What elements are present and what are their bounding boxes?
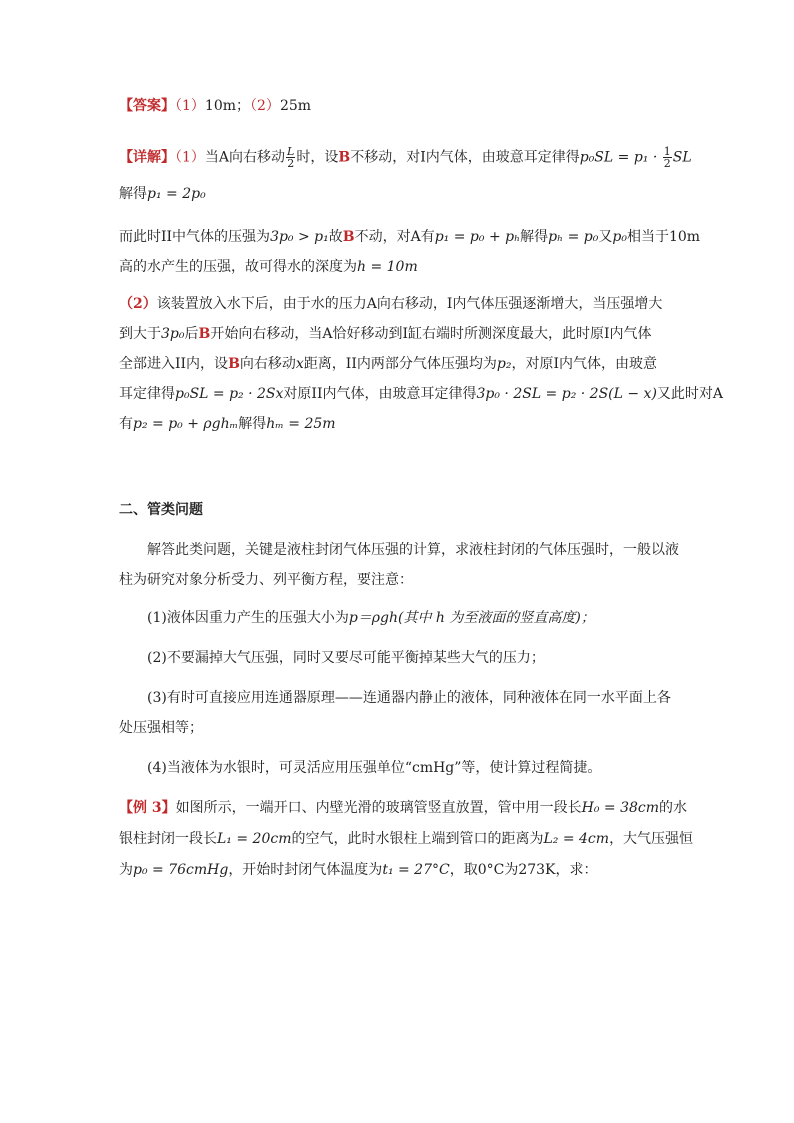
text-span: 时，设 [296,149,339,166]
detail-line-8 [119,384,724,404]
text-span: 不动，对A有 [354,229,435,245]
detail-line-3 [119,227,701,247]
answer-part2-value: 25m [279,98,312,114]
detail-tag: 【详解】 [119,149,175,166]
example-line-3 [119,860,679,880]
detail-line-6 [119,324,679,344]
section-item-3b: 处压强相等； [119,720,203,736]
answer-part1-label: （1） [175,98,205,114]
answer-separator: ； [236,98,251,114]
equation: t₁ = 27°C [382,862,450,878]
equation: p₀SL = p₁ · [579,149,662,166]
label-B: B [342,229,355,245]
text-span: 开始向右移动，当A恰好移动到I缸右端时所测深度最大，此时原I内气体 [210,326,652,342]
equation: H₀ = 38cm [581,800,660,816]
detail-part2-label: （2） [119,296,157,312]
section-intro-1: 解答此类问题，关键是液柱封闭气体压强的计算，求液柱封闭的气体压强时，一般以液 [147,542,679,558]
text-span: 后 [184,326,199,342]
equation: p₂ [496,356,512,372]
text-span: 相当于10m [626,229,701,245]
equation: 3p₀ > p₁ [270,229,329,245]
detail-line-7 [119,354,679,374]
equation: 3p₀ [161,326,185,342]
text-span: 解得 [238,416,267,432]
answer-part1-value: 10m [204,98,237,114]
equation: p₀SL = p₂ · 2Sx [175,386,284,402]
frac-denominator: 2 [663,157,671,170]
text-span: 又 [598,229,613,245]
text-span: ，取0°C为273K，求： [449,862,598,878]
detail-line-2 [119,184,679,204]
example-tag: 【例 3】 [119,800,176,816]
section-intro-2: 柱为研究对象分析受力、列平衡方程，要注意： [119,572,413,588]
section-item-4: (4)当液体为水银时，可灵活应用压强单位“cmHg”等，使计算过程简捷。 [147,760,602,776]
equation: L₂ = 4cm [543,831,610,847]
detail-part1-label: （1） [175,149,205,166]
frac-numerator: L [287,145,295,158]
text-span: ，开始时封闭气体温度为 [228,862,383,878]
text-span: 有 [119,416,133,432]
text-span: 向右移动 [239,356,296,372]
equation: 3p₀ · 2SL = p₂ · 2S(L − x) [476,386,657,402]
text-span: 距离，II内两部分气体压强均为 [303,356,497,372]
text-span: 解得 [119,186,147,202]
label-B: B [338,149,351,166]
text-span: 又此时对A [656,386,724,402]
equation: pₕ = p₀ [548,229,599,245]
fraction-L-over-2 [286,146,295,169]
text-span: (1)液体因重力产生的压强大小为 [147,610,349,626]
equation: p₀ = 76cmHg [133,862,229,878]
example-line-1 [119,798,688,818]
text-span: 银柱封闭一段长 [119,831,217,847]
text-span: 高的水产生的压强，故可得水的深度为 [119,259,357,275]
section-item-1 [147,608,707,628]
text-span: 为 [119,862,133,878]
text-span: ，大气压强恒 [609,831,694,847]
label-B: B [198,326,211,342]
equation: p₂ = p₀ + ρghₘ [133,416,239,432]
frac-denominator: 2 [287,157,295,170]
text-span: 到大于 [119,326,161,342]
section-heading: 二、管类问题 [119,502,203,518]
equation: p₁ = p₀ + pₕ [434,229,521,245]
answer-tag: 【答案】 [119,98,175,114]
text-span: 解得 [520,229,549,245]
equation: SL [672,149,692,166]
frac-numerator: 1 [663,145,671,158]
equation: L₁ = 20cm [217,831,292,847]
detail-line-5 [119,294,679,314]
text-span: 全部进入II内，设 [119,356,229,372]
equation: h = 10m [357,259,418,275]
equation: p＝ρgh [348,610,399,626]
text-span: 的空气，此时水银柱上端到管口的距离为 [291,831,544,847]
text-span: 该装置放入水下后，由于水的压力A向右移动，I内气体压强逐渐增大，当压强增大 [156,296,663,312]
text-span: 故 [328,229,343,245]
text-span: 对原II内气体，由玻意耳定律得 [283,386,477,402]
answer-part2-label: （2） [250,98,280,114]
label-B: B [228,356,240,372]
text-span: 的水 [659,800,688,816]
detail-line-1 [119,145,692,170]
example-line-2 [119,829,694,849]
answer-line [119,96,679,116]
equation: p₁ = 2p₀ [147,186,206,202]
section-item-2: (2)不要漏掉大气压强，同时又要尽可能平衡掉某些大气的压力； [147,650,545,666]
fraction-half [663,146,672,169]
text-span: 耳定律得 [119,386,175,402]
text-span: 如图所示，一端开口、内壁光滑的玻璃管竖直放置，管中用一段长 [175,800,582,816]
equation: p₀ [612,229,627,245]
equation: x [295,356,304,372]
detail-line-9 [119,414,679,434]
text-span: 当A向右移动 [204,149,286,166]
text-span: (其中 h 为至液面的竖直高度)； [398,610,595,626]
text-span: ，对原I内气体，由玻意 [511,356,657,372]
text-span: 不移动，对I内气体，由玻意耳定律得 [350,149,580,166]
section-item-3a: (3)有时可直接应用连通器原理——连通器内静止的液体，同种液体在同一水平面上各 [147,690,671,706]
equation: hₘ = 25m [266,416,336,432]
text-span: 而此时II中气体的压强为 [119,229,271,245]
detail-line-4 [119,257,679,277]
